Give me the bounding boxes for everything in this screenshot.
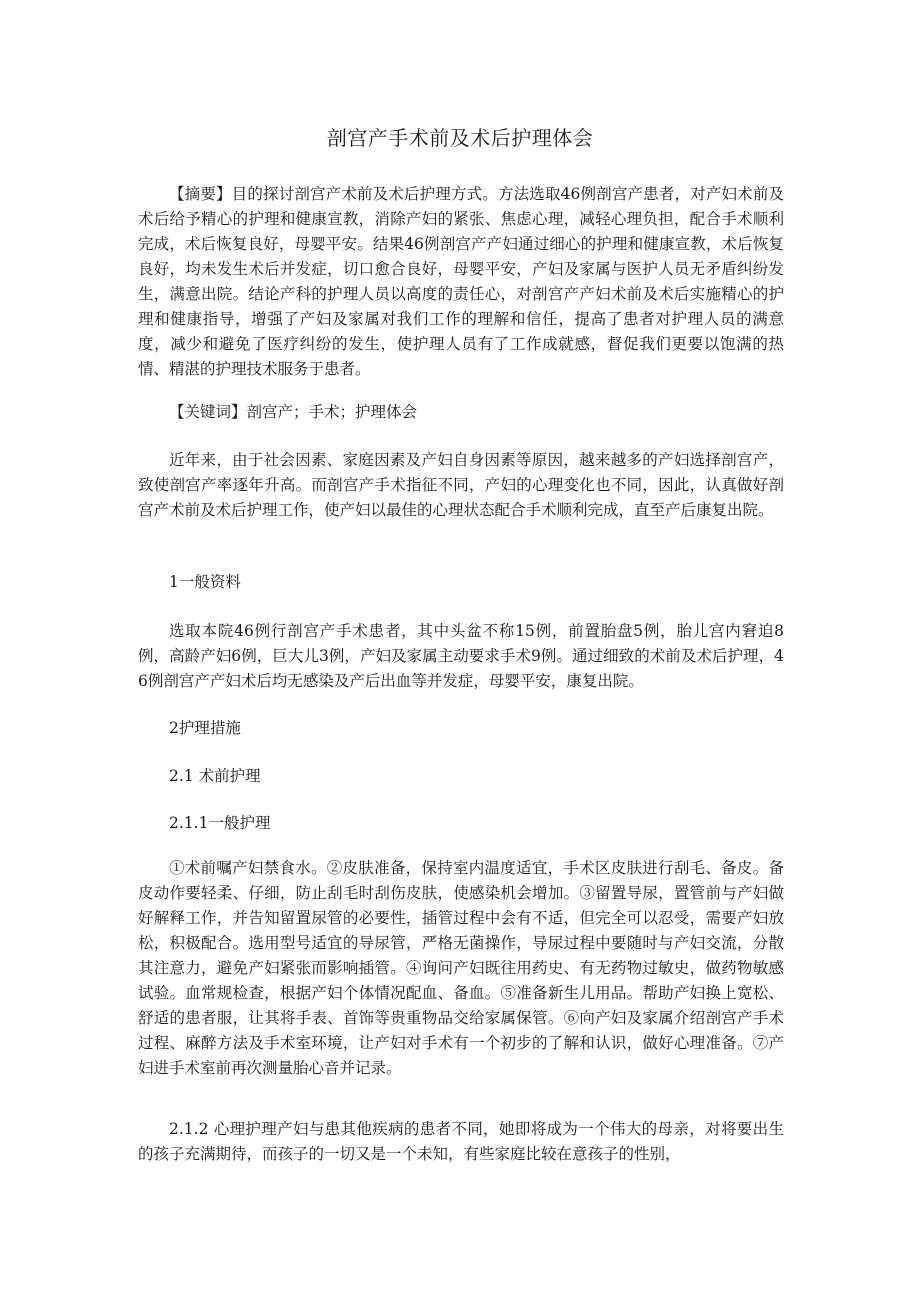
document-title: 剖宫产手术前及术后护理体会 bbox=[326, 126, 594, 150]
abstract-paragraph: 【摘要】目的探讨剖宫产术前及术后护理方式。方法选取46例剖宫产患者，对产妇术前及术后给予精心的护理和健康宣教，消除产妇的紧张、焦虑心理，减轻心理负担，配合手术顺利完成，术后恢复良好，母婴平安。结果46例剖宫产产妇通过细心的护理和健康宣教，术后恢复良好，均未发生术后并发症，切口愈合良好，母婴平安，产妇及家属与医护人员无矛盾纠纷发生，满意出院。结论产科的护理人员以高度的责任心，对剖宫产产妇术前及术后实施精心的护理和健康指导，增强了产妇及家属对我们工作的理解和信任，提高了患者对护理人员的满意度，减少和避免了医疗纠纷的发生，使护理人员有了工作成就感，督促我们更要以饱满的热情、精湛的护理技术服务于患者。 bbox=[138, 185, 784, 378]
keywords-line: 【关键词】剖宫产；手术；护理体会 bbox=[169, 403, 418, 421]
intro-paragraph: 近年来，由于社会因素、家庭因素及产妇自身因素等原因，越来越多的产妇选择剖宫产，致使剖宫产率逐年升高。而剖宫产手术指征不同，产妇的心理变化也不同，因此，认真做好剖宫产术前及术后护理工作，使产妇以最佳的心理状态配合手术顺利完成，直至产后康复出院。 bbox=[138, 451, 784, 519]
section-2-heading: 2护理措施 bbox=[169, 719, 241, 737]
section-2-1-1-body: ①术前嘱产妇禁食水。②皮肤准备，保持室内温度适宜，手术区皮肤进行刮毛、备皮。备皮动作要轻柔、仔细，防止刮毛时刮伤皮肤，使感染机会增加。③留置导尿，置管前与产妇做好解释工作，并告知留置尿管的必要性，插管过程中会有不适，但完全可以忍受，需要产妇放松，积极配合。选用型号适宜的导尿管，严格无菌操作，导尿过程中要随时与产妇交流，分散其注意力，避免产妇紧张而影响插管。④询问产妇既往用药史、有无药物过敏史，做药物敏感试验。血常规检查，根据产妇个体情况配血、备血。⑤准备新生儿用品。帮助产妇换上宽松、舒适的患者服，让其将手表、首饰等贵重物品交给家属保管。⑥向产妇及家属介绍剖宫产手术过程、麻醉方法及手术室环境，让产妇对手术有一个初步的了解和认识，做好心理准备。⑦产妇进手术室前再次测量胎心音并记录。 bbox=[138, 859, 784, 1077]
section-2-1-heading: 2.1 术前护理 bbox=[169, 767, 261, 785]
section-2-1-1-heading: 2.1.1一般护理 bbox=[169, 814, 271, 832]
section-1-heading: 1一般资料 bbox=[169, 573, 241, 591]
section-1-body: 选取本院46例行剖宫产手术患者，其中头盆不称15例，前置胎盘5例，胎儿宫内窘迫8例，高龄产妇6例，巨大儿3例，产妇及家属主动要求手术9例。通过细致的术前及术后护理，46例剖宫产产妇术后均无感染及产后出血等并发症，母婴平安，康复出院。 bbox=[138, 622, 784, 690]
section-2-1-2-body: 2.1.2 心理护理产妇与患其他疾病的患者不同，她即将成为一个伟大的母亲，对将要出生的孩子充满期待，而孩子的一切又是一个未知，有些家庭比较在意孩子的性别， bbox=[138, 1120, 784, 1163]
